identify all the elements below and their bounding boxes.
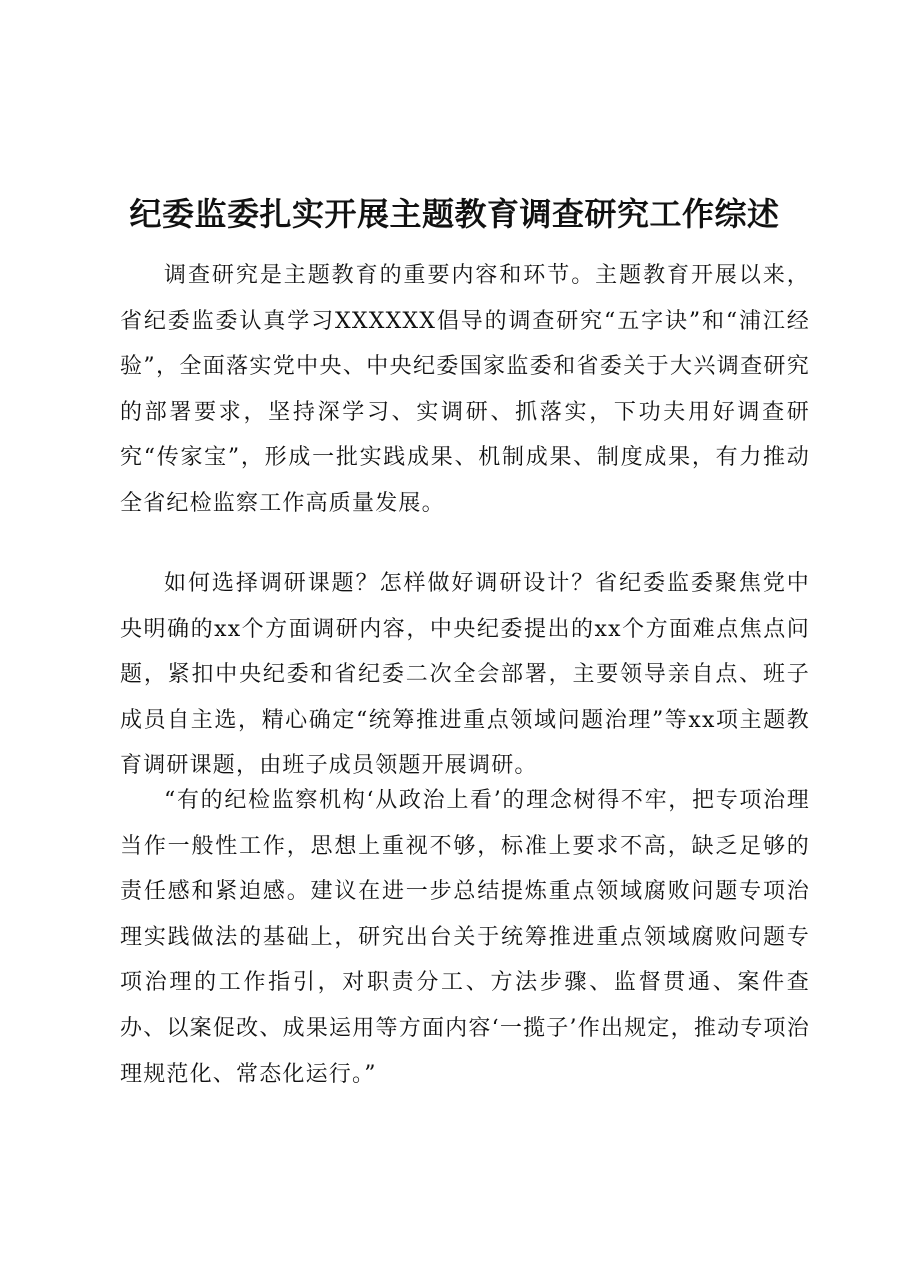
document-title: 纪委监委扎实开展主题教育调查研究工作综述 (129, 195, 780, 233)
paragraph-block-1 (120, 253, 810, 527)
paragraph-3: “有的纪检监察机构‘从政治上看’的理念树得不牢，把专项治理当作一般性工作，思想上重视不够，标准上要求不高，缺乏足够的责任感和紧迫感。建议在进一步总结提炼重点领域腐败问题专项治理实践做法的基础上，研究出台关于统筹推进重点领域腐败问题专项治理的工作指引，对职责分工、方法步骤、监督贯通、案件查办、以案促改、成果运用等方面内容‘一揽子’作出规定，推动专项治理规范化、常态化运行。” (120, 788, 810, 1087)
paragraph-block-3 (120, 778, 810, 1097)
paragraph-block-2 (120, 561, 810, 789)
paragraph-1: 调查研究是主题教育的重要内容和环节。主题教育开展以来，省纪委监委认真学习XXXXXX倡导的调查研究“五字诀”和“浦江经验”，全面落实党中央、中央纪委国家监委和省委关于大兴调查研究的部署要求，坚持深学习、实调研、抓落实，下功夫用好调查研究“传家宝”，形成一批实践成果、机制成果、制度成果，有力推动全省纪检监察工作高质量发展。 (120, 263, 810, 516)
paragraph-2: 如何选择调研课题？怎样做好调研设计？省纪委监委聚焦党中央明确的xx个方面调研内容，中央纪委提出的xx个方面难点焦点问题，紧扣中央纪委和省纪委二次全会部署，主要领导亲自点、班子成员自主选，精心确定“统筹推进重点领域问题治理”等xx项主题教育调研课题，由班子成员领题开展调研。 (120, 571, 810, 779)
